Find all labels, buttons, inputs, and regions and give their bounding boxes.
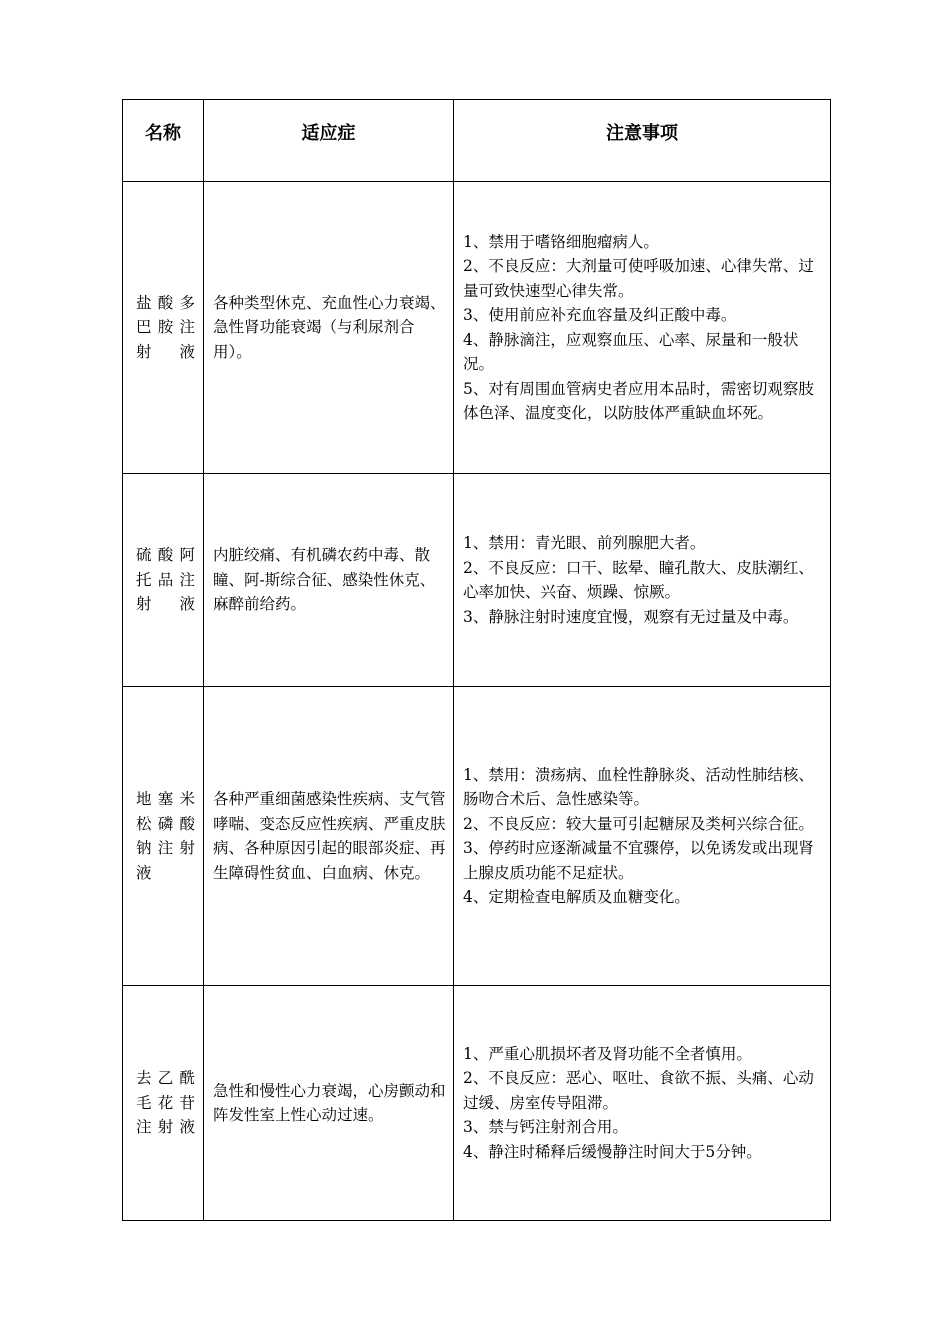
drug-name-cell	[123, 986, 204, 1221]
note-item: 2、不良反应：较大量可引起糖尿及类柯兴综合征。	[463, 814, 814, 833]
note-item: 4、静注时稀释后缓慢静注时间大于5分钟。	[463, 1142, 762, 1161]
note-item: 3、使用前应补充血容量及纠正酸中毒。	[463, 306, 737, 324]
indication-cell	[204, 687, 454, 986]
notes-cell	[454, 687, 831, 986]
header-indication: 适应症	[204, 100, 454, 182]
drug-table	[122, 99, 831, 1221]
notes-cell	[454, 474, 831, 687]
note-item: 1、严重心肌损坏者及肾功能不全者慎用。	[463, 1044, 752, 1063]
drug-name-cell	[123, 474, 204, 687]
note-item: 2、不良反应：口干、眩晕、瞳孔散大、皮肤潮红、心率加快、兴奋、烦躁、惊厥。	[463, 558, 814, 601]
drug-name: 硫酸阿托品注射液	[136, 546, 195, 614]
header-row	[123, 100, 831, 182]
table-row	[123, 474, 831, 687]
note-item: 3、静脉注射时速度宜慢，观察有无过量及中毒。	[463, 607, 799, 626]
note-item: 2、不良反应：大剂量可使呼吸加速、心律失常、过量可致快速型心律失常。	[463, 257, 814, 300]
note-item: 4、定期检查电解质及血糖变化。	[463, 888, 690, 906]
indication-cell	[204, 474, 454, 687]
indication-text: 各种类型休克、充血性心力衰竭、急性肾功能衰竭（与利尿剂合用）。	[213, 293, 446, 361]
note-item: 3、停药时应逐渐减量不宜骤停，以免诱发或出现肾上腺皮质功能不足症状。	[463, 839, 814, 882]
note-item: 4、静脉滴注，应观察血压、心率、尿量和一般状况。	[463, 330, 799, 373]
notes-cell	[454, 182, 831, 474]
table-row	[123, 986, 831, 1221]
indication-cell	[204, 182, 454, 474]
note-item: 5、对有周围血管病史者应用本品时，需密切观察肢体色泽、温度变化，以防肢体严重缺血坏死。	[463, 379, 814, 422]
note-item: 2、不良反应：恶心、呕吐、食欲不振、头痛、心动过缓、房室传导阻滞。	[463, 1069, 814, 1112]
notes-list	[454, 763, 830, 910]
drug-name-cell	[123, 182, 204, 474]
drug-name-cell	[123, 687, 204, 986]
table-row	[123, 182, 831, 474]
notes-cell	[454, 986, 831, 1221]
indication-text: 急性和慢性心力衰竭，心房颤动和阵发性室上性心动过速。	[213, 1081, 446, 1124]
notes-list	[454, 230, 830, 426]
indication-cell	[204, 986, 454, 1221]
note-item: 1、禁用：溃疡病、血栓性静脉炎、活动性肺结核、肠吻合术后、急性感染等。	[463, 765, 814, 808]
notes-list	[454, 1042, 830, 1165]
notes-list	[454, 531, 830, 629]
drug-name: 盐酸多巴胺注射液	[136, 293, 195, 361]
drug-name: 去乙酰毛花苷注射液	[136, 1069, 195, 1137]
indication-text: 内脏绞痛、有机磷农药中毒、散瞳、阿-斯综合征、感染性休克、麻醉前给药。	[213, 546, 436, 614]
header-notes: 注意事项	[454, 100, 831, 182]
drug-name: 地塞米松磷酸钠注射液	[136, 790, 195, 882]
note-item: 3、禁与钙注射剂合用。	[463, 1118, 628, 1137]
note-item: 1、禁用于嗜铬细胞瘤病人。	[463, 232, 659, 251]
note-item: 1、禁用：青光眼、前列腺肥大者。	[463, 534, 706, 552]
header-name: 名称	[123, 100, 204, 182]
table-row	[123, 687, 831, 986]
indication-text: 各种严重细菌感染性疾病、支气管哮喘、变态反应性疾病、严重皮肤病、各种原因引起的眼部炎症、再生障碍性贫血、白血病、休克。	[213, 790, 446, 882]
